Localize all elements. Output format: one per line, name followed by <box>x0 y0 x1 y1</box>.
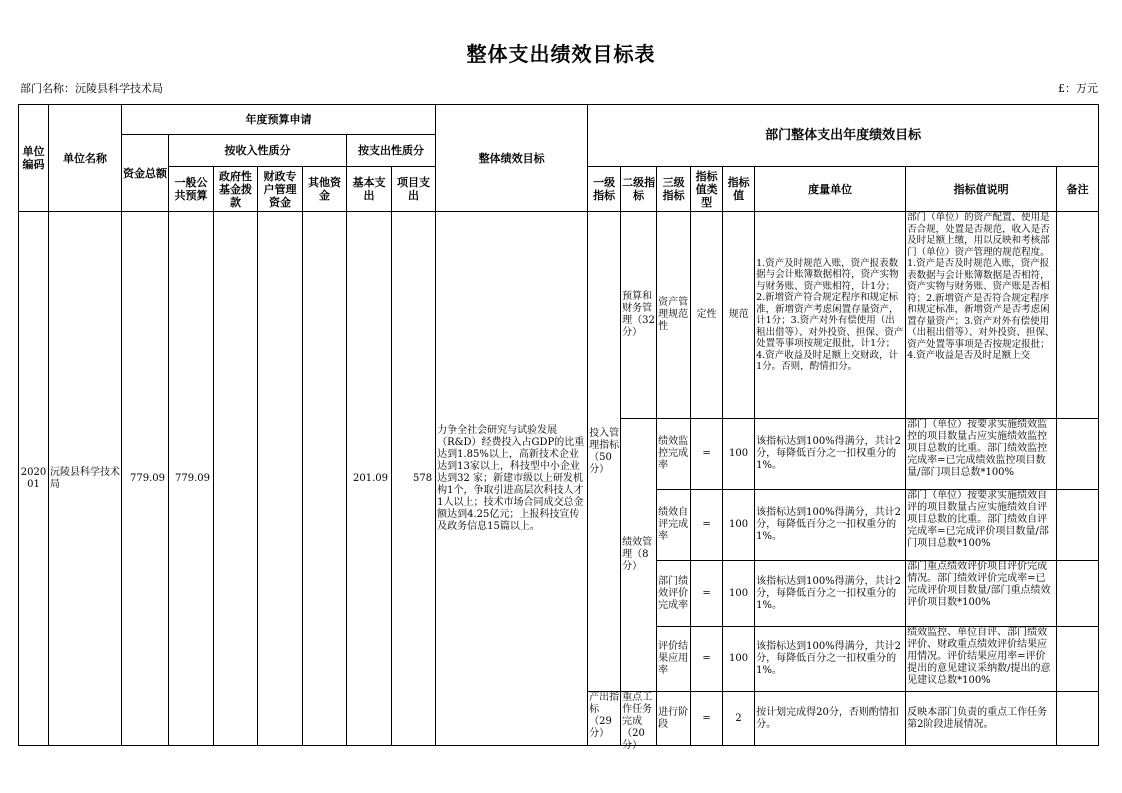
header-total-funds: 资金总额 <box>122 135 169 212</box>
indicator-desc-cell: 反映本部门负责的重点工作任务第2阶段进展情况。 <box>906 692 1057 746</box>
header-by-income: 按收入性质分 <box>169 135 347 167</box>
fiscal-special-cell <box>258 212 303 746</box>
header-other-funds: 其他资金 <box>303 167 347 212</box>
gov-fund-cell <box>214 212 258 746</box>
header-by-expense: 按支出性质分 <box>347 135 436 167</box>
indicator-desc-cell: 绩效监控、单位自评、部门绩效评价、财政重点绩效评价结果应用情况。评价结果应用率=评价提出的意见建议采纳数/提出的意见建议总数*100% <box>906 627 1057 692</box>
overall-goal-cell: 力争全社会研究与试验发展（R&D）经费投入占GDP的比重达到1.85%以上，高新技术企业达到13家以上，科技型中小企业达到32 家；新建市级以上研发机构1个，争取引进高层次科技人才1人以上；技术市场合同成交总金额达到4.25亿元；上报科技宣传及政务信息15篇以上。 <box>436 212 588 746</box>
level2-key-work-cell: 重点工作任务完成（20分） <box>621 692 657 746</box>
measure-unit-cell: 该指标达到100%得满分，共计2分，每降低百分之一扣权重分的1%。 <box>755 490 906 561</box>
unit-code-cell: 2020 01 <box>19 212 49 746</box>
project-expense-cell: 578 <box>392 212 436 746</box>
header-level1: 一级指标 <box>588 167 621 212</box>
indicator-desc-cell: 部门（单位）按要求实施绩效自评的项目数量占应实施绩效自评项目总数的比重。部门绩效自评完成率=已完成评价项目数量/部门项目总数*100% <box>906 490 1057 561</box>
indicator-type-cell: 定性 <box>691 212 723 419</box>
measure-unit-cell: 该指标达到100%得满分，共计2分，每降低百分之一扣权重分的1%。 <box>755 627 906 692</box>
indicator-value-cell: 2 <box>723 692 755 746</box>
measure-unit-cell: 按计划完成得20分，否则酌情扣分。 <box>755 692 906 746</box>
unit-name-cell: 沅陵县科学技术局 <box>49 212 122 746</box>
level1-input-cell: 投入管理指标（50分） <box>588 212 621 692</box>
indicator-type-cell: = <box>691 627 723 692</box>
indicator-type-cell: = <box>691 490 723 561</box>
level3-cell: 评价结果应用率 <box>657 627 691 692</box>
header-general-budget: 一般公共预算 <box>169 167 214 212</box>
level3-cell: 部门绩效评价完成率 <box>657 561 691 627</box>
header-unit-name: 单位名称 <box>49 105 122 212</box>
remark-cell <box>1057 627 1099 692</box>
indicator-type-cell: = <box>691 692 723 746</box>
header-project-expense: 项目支出 <box>392 167 436 212</box>
indicator-desc-cell: 部门重点绩效评价项目评价完成情况。部门绩效评价完成率=已完成评价项目数量/部门重点绩效评价项目数*100% <box>906 561 1057 627</box>
indicator-value-cell: 100 <box>723 490 755 561</box>
page-title: 整体支出绩效目标表 <box>466 42 656 66</box>
header-annual-budget: 年度预算申请 <box>122 105 436 135</box>
indicator-desc-cell: 部门（单位）的资产配置、使用是否合规，处置是否规范，收入是否及时足额上缴，用以反映和考核部门（单位）资产管理的规范程度。1.资产是否及时规范入账，资产报表数据与会计账簿数据是否相符，资产实物与财务账、资产账是否相符；2.新增资产是否符合规定程序和规定标准，新增资产是否考虑闲置存量资产；3.资产对外有偿使用（出租出借等）、对外投资、担保、资产处置等事项是否按规定报批；4.资产收益是否及时足额上交 <box>906 212 1057 419</box>
level3-cell: 资产管理规范性 <box>657 212 691 419</box>
measure-unit-cell: 该指标达到100%得满分，共计2分，每降低百分之一扣权重分的1%。 <box>755 419 906 490</box>
currency-unit: £：万元 <box>1058 82 1098 95</box>
header-indicator-desc: 指标值说明 <box>906 167 1057 212</box>
level2-budget-cell: 预算和财务管理（32分） <box>621 212 657 419</box>
indicator-type-cell: = <box>691 419 723 490</box>
level3-cell: 绩效监控完成率 <box>657 419 691 490</box>
indicator-type-cell: = <box>691 561 723 627</box>
indicator-value-cell: 规范 <box>723 212 755 419</box>
level3-cell: 进行阶段 <box>657 692 691 746</box>
indicator-value-cell: 100 <box>723 419 755 490</box>
header-gov-fund: 政府性基金拨款 <box>214 167 258 212</box>
header-remark: 备注 <box>1057 167 1099 212</box>
header-fiscal-special: 财政专户管理资金 <box>258 167 303 212</box>
general-budget-cell: 779.09 <box>169 212 214 746</box>
header-level2: 二级指标 <box>621 167 657 212</box>
indicator-value-cell: 100 <box>723 561 755 627</box>
table-row <box>19 212 1099 419</box>
remark-cell <box>1057 561 1099 627</box>
indicator-desc-cell: 部门（单位）按要求实施绩效监控的项目数量占应实施绩效监控项目总数的比重。部门绩效监控完成率=已完成绩效监控项目数量/部门项目总数*100% <box>906 419 1057 490</box>
header-dept-goal: 部门整体支出年度绩效目标 <box>588 105 1099 167</box>
header-unit-code: 单位编码 <box>19 105 49 212</box>
measure-unit-cell: 该指标达到100%得满分，共计2分，每降低百分之一扣权重分的1%。 <box>755 561 906 627</box>
header-basic-expense: 基本支出 <box>347 167 392 212</box>
remark-cell <box>1057 212 1099 419</box>
header-indicator-type: 指标值类型 <box>691 167 723 212</box>
level1-output-cell: 产出指标（29分） <box>588 692 621 746</box>
header-level3: 三级指标 <box>657 167 691 212</box>
remark-cell <box>1057 490 1099 561</box>
total-funds-cell: 779.09 <box>122 212 169 746</box>
level3-cell: 绩效自评完成率 <box>657 490 691 561</box>
performance-table <box>18 104 1099 751</box>
level2-perf-cell: 绩效管理（8分） <box>621 419 657 692</box>
indicator-value-cell: 100 <box>723 627 755 692</box>
department-name: 部门名称：沅陵县科学技术局 <box>20 82 163 95</box>
header-indicator-value: 指标值 <box>723 167 755 212</box>
basic-expense-cell: 201.09 <box>347 212 392 746</box>
header-measure-unit: 度量单位 <box>755 167 906 212</box>
measure-unit-cell: 1.资产及时规范入账，资产报表数据与会计账簿数据相符，资产实物与财务账、资产账相符，计1分；2.新增资产符合规定程序和规定标准，新增资产考虑闲置存量资产，计1分；3.资产对外有偿使用（出租出借等）、对外投资、担保、资产处置等事项按规定报批，计1分；4.资产收益及时足额上交财政，计1分。否则，酌情扣分。 <box>755 212 906 419</box>
other-funds-cell <box>303 212 347 746</box>
remark-cell <box>1057 692 1099 746</box>
remark-cell <box>1057 419 1099 490</box>
header-overall-goal: 整体绩效目标 <box>436 105 588 212</box>
